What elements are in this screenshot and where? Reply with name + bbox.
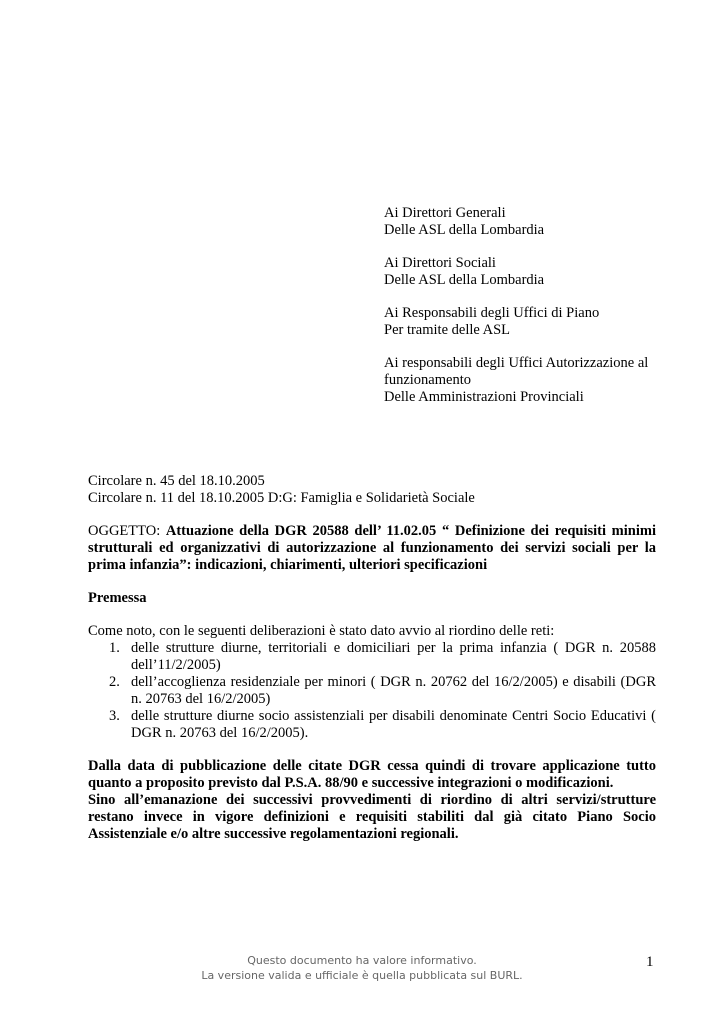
recipient-direttori-sociali — [384, 255, 674, 289]
oggetto-label: OGGETTO: — [88, 523, 166, 539]
bold-line: restano invece in vigore definizioni e requisiti stabiliti dal già citato Piano Socio — [88, 809, 656, 825]
recipient-line: Ai Direttori Sociali — [384, 255, 496, 271]
recipient-direttori-generali — [384, 205, 674, 239]
list-line: n. 20763 del 16/2/2005) — [131, 691, 271, 707]
bold-line: quanto a proposito previsto dal P.S.A. 88/90 e successive integrazioni o modificazioni. — [88, 775, 614, 791]
oggetto-paragraph — [88, 523, 656, 574]
footer-line: Questo documento ha valore informativo. — [247, 954, 477, 967]
list-item — [88, 674, 656, 708]
bold-line: Dalla data di pubblicazione delle citate DGR cessa quindi di trovare applicazione tutto — [88, 758, 656, 774]
recipient-line: funzionamento — [384, 372, 471, 388]
oggetto-text: Attuazione della DGR 20588 dell’ 11.02.05 “ Definizione dei requisiti minimi strutturali ed organizzativi di autorizzazione al funzionamento dei servizi sociali per la prima infanzia”: indicazioni, chiarimenti, ulteriori specificazioni — [88, 523, 656, 573]
recipient-line: Ai Responsabili degli Uffici di Piano — [384, 305, 600, 321]
recipient-uffici-autorizzazione — [384, 355, 674, 406]
list-number: 2. — [109, 674, 120, 690]
recipient-line: Delle ASL della Lombardia — [384, 272, 545, 288]
premessa-heading: Premessa — [88, 590, 147, 606]
list-line: delle strutture diurne, territoriali e domiciliari per la prima infanzia ( DGR n. 20588 — [131, 640, 656, 656]
circolare-line: Circolare n. 45 del 18.10.2005 — [88, 473, 265, 489]
list-line: dell’accoglienza residenziale per minori ( DGR n. 20762 del 16/2/2005) e disabili (DGR — [131, 674, 656, 690]
circolare-line: Circolare n. 11 del 18.10.2005 D:G: Famiglia e Solidarietà Sociale — [88, 490, 475, 506]
recipient-line: Ai Direttori Generali — [384, 205, 506, 221]
deliberations-list — [88, 640, 656, 742]
list-number: 1. — [109, 640, 120, 656]
bold-paragraph — [88, 758, 656, 843]
recipients-block — [384, 205, 674, 422]
list-line: DGR n. 20763 del 16/2/2005). — [131, 725, 309, 741]
list-item — [88, 640, 656, 674]
letter-body — [88, 473, 656, 843]
list-item — [88, 708, 656, 742]
recipient-line: Delle ASL della Lombardia — [384, 222, 545, 238]
footer-line: La versione valida e ufficiale è quella pubblicata sul BURL. — [201, 969, 523, 982]
bold-line: Assistenziale e/o altre successive regolamentazioni regionali. — [88, 826, 459, 842]
list-line: dell’11/2/2005) — [131, 657, 221, 673]
recipient-line: Per tramite delle ASL — [384, 322, 511, 338]
footer-disclaimer — [0, 953, 724, 983]
recipient-uffici-di-piano — [384, 305, 674, 339]
intro-text: Come noto, con le seguenti deliberazioni è stato dato avvio al riordino delle reti: — [88, 623, 555, 639]
recipient-line: Delle Amministrazioni Provinciali — [384, 389, 584, 405]
bold-line: Sino all’emanazione dei successivi provvedimenti di riordino di altri servizi/strutture — [88, 792, 656, 808]
list-line: delle strutture diurne socio assistenziali per disabili denominate Centri Socio Educativi ( — [131, 708, 656, 724]
list-number: 3. — [109, 708, 120, 724]
recipient-line: Ai responsabili degli Uffici Autorizzazione al — [384, 355, 649, 371]
page-number: 1 — [646, 954, 654, 970]
